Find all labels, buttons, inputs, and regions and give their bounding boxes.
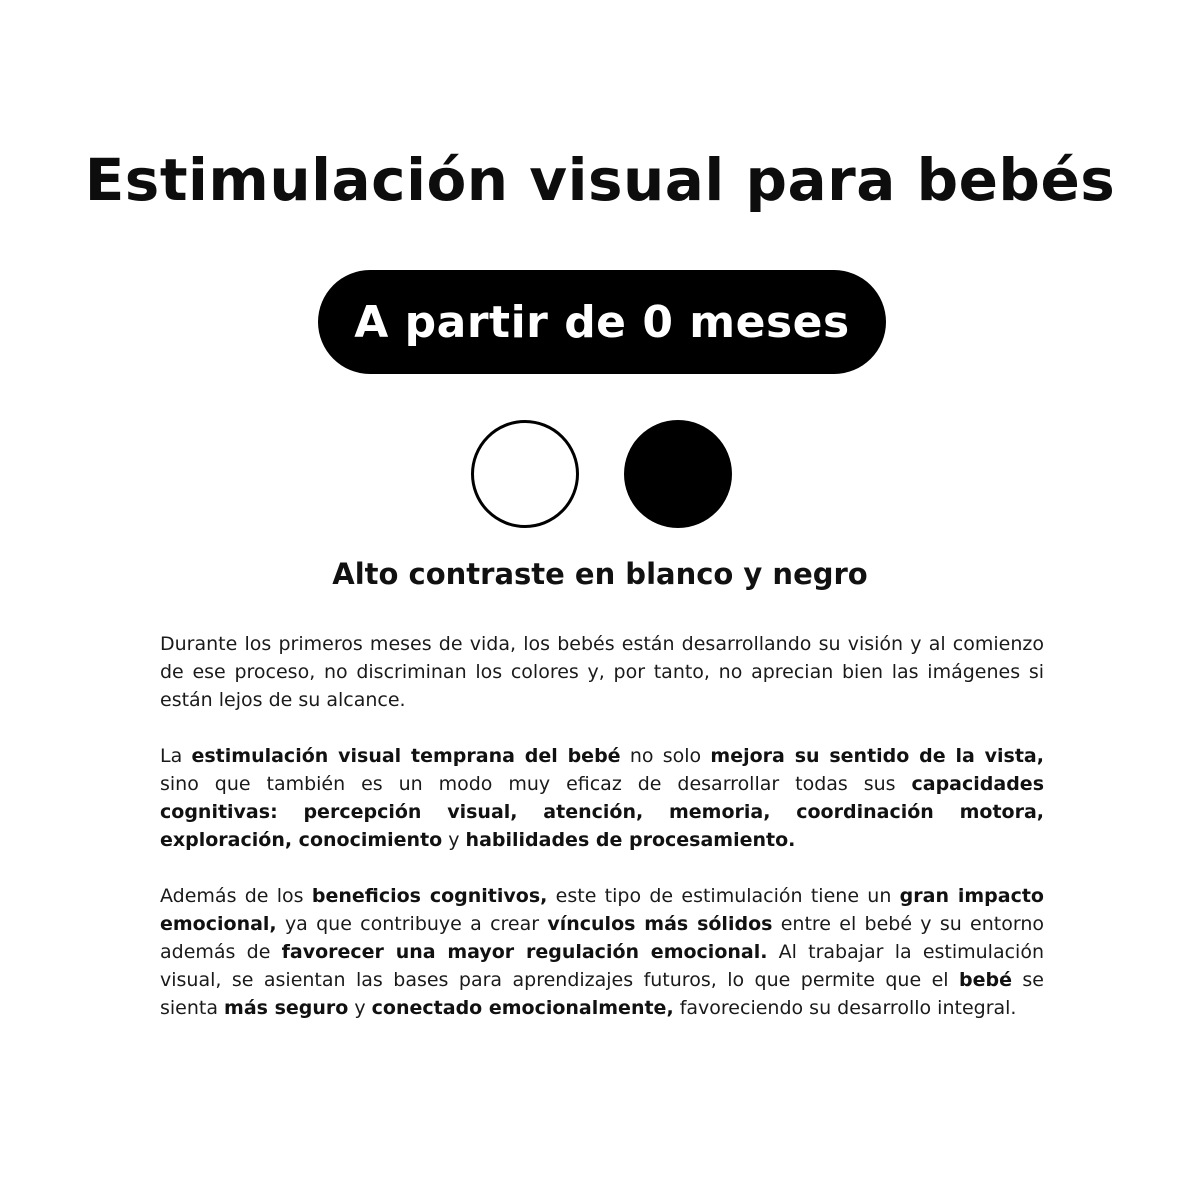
text-segment: ya que contribuye a crear [276, 913, 548, 935]
paragraph [160, 742, 1044, 854]
text-segment: y [348, 997, 372, 1019]
black-circle-icon [624, 420, 732, 528]
bold-text-segment: gran impacto emocional, [160, 885, 1044, 935]
bold-text-segment: estimulación visual temprana del bebé [191, 745, 621, 767]
white-circle-icon [471, 420, 579, 528]
bold-text-segment: capacidades cognitivas: percepción visual, atención, memoria, coordinación motora, exploración, conocimiento [160, 773, 1044, 851]
bold-text-segment: favorecer una mayor regulación emocional. [281, 941, 768, 963]
text-segment: no solo [620, 745, 711, 767]
age-badge [318, 270, 886, 374]
page-title: Estimulación visual para bebés [84, 146, 1116, 214]
text-segment: La [160, 745, 192, 767]
text-segment: y [442, 829, 466, 851]
text-segment: Además de los [160, 885, 312, 907]
bold-text-segment: beneficios cognitivos, [311, 885, 548, 907]
text-segment: Durante los primeros meses de vida, los bebés están desarrollando su visión y al comienzo de ese proceso, no discriminan los colores y, por tanto, no aprecian bien las imágenes si están lejos de su alcance. [160, 633, 1044, 711]
text-segment: sino que también es un modo muy eficaz de desarrollar todas sus [160, 773, 912, 795]
bold-text-segment: vínculos más sólidos [547, 913, 773, 935]
section-subtitle: Alto contraste en blanco y negro [332, 557, 868, 591]
paragraph [160, 630, 1044, 714]
text-segment: entre el bebé y su entorno además de [160, 913, 1044, 963]
text-segment: este tipo de estimulación tiene un [547, 885, 900, 907]
bold-text-segment: más seguro [224, 997, 349, 1019]
text-segment: se sienta [160, 969, 1044, 1019]
paragraph [160, 882, 1044, 1022]
text-segment: favoreciendo su desarrollo integral. [673, 997, 1017, 1019]
age-badge-label: A partir de 0 meses [354, 296, 850, 348]
bold-text-segment: habilidades de procesamiento. [465, 829, 796, 851]
text-segment: Al trabajar la estimulación visual, se asientan las bases para aprendizajes futuros, lo que permite que el [160, 941, 1044, 991]
bold-text-segment: conectado emocionalmente, [371, 997, 674, 1019]
body-text [160, 630, 1044, 1050]
bold-text-segment: bebé [958, 969, 1012, 991]
bold-text-segment: mejora su sentido de la vista, [710, 745, 1044, 767]
